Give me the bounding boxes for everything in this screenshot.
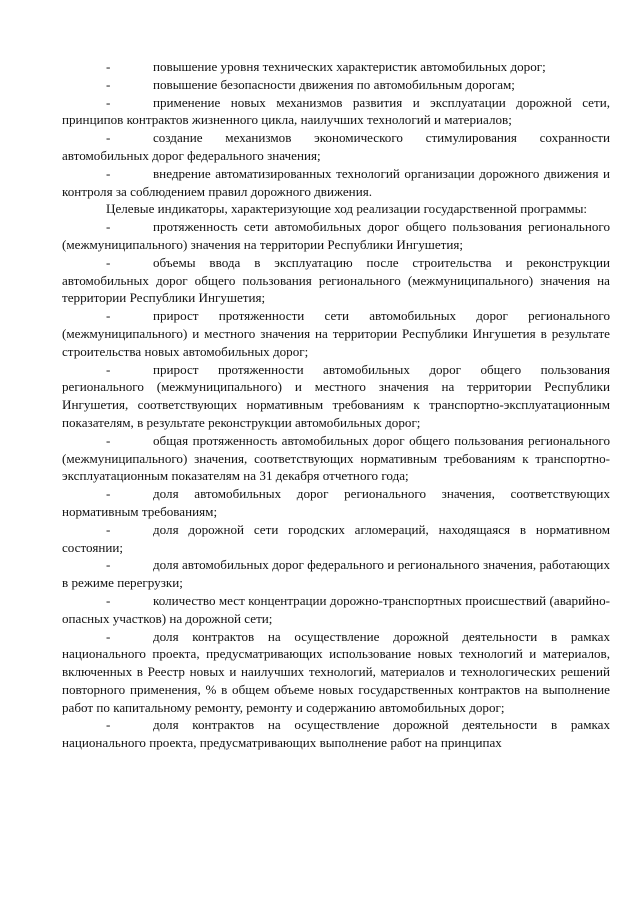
list-item [62, 361, 610, 432]
list-item [62, 716, 610, 752]
list-item-text: повышение уровня технических характеристик автомобильных дорог; [153, 59, 546, 74]
list-item-text: доля контрактов на осуществление дорожной деятельности в рамках национального проекта, предусматривающих использование новых технологий и материалов, включенных в Реестр новых и наилучших технологий, материалов и технологических решений повторного применения, % в общем объеме новых государственных контрактов на выполнение работ по капитальному ремонту, ремонту и содержанию автомобильных дорог; [62, 628, 610, 715]
list-item-text: прирост протяженности автомобильных дорог общего пользования регионального (межмуниципального) и местного значения на территории Республики Ингушетия, соответствующих нормативным требованиям к транспортно-эксплуатационным показателям, в результате реконструкции автомобильных дорог; [62, 361, 610, 430]
list-marker: - [106, 486, 111, 502]
list-item-text: доля автомобильных дорог федерального и регионального значения, работающих в режиме перегрузки; [62, 557, 610, 591]
list-item [62, 58, 610, 76]
list-item [62, 432, 610, 485]
list-item-text: протяженность сети автомобильных дорог общего пользования регионального (межмуниципального) значения на территории Республики Ингушетия; [62, 219, 610, 252]
list-item-text: количество мест концентрации дорожно-транспортных происшествий (аварийно-опасных участков) на дорожной сети; [62, 592, 610, 626]
list-marker: - [106, 59, 111, 74]
list-item-text: применение новых механизмов развития и эксплуатации дорожной сети, принципов контрактов жизненного цикла, наилучших технологий и материалов; [62, 94, 610, 128]
list-marker: - [106, 219, 111, 235]
list-item [62, 485, 610, 521]
list-item-text: внедрение автоматизированных технологий организации дорожного движения и контроля за соблюдением правил дорожного движения. [62, 165, 610, 199]
list-item-text: повышение безопасности движения по автомобильным дорогам; [153, 76, 515, 92]
list-item-text: создание механизмов экономического стимулирования сохранности автомобильных дорог федерального значения; [62, 130, 610, 163]
list-item [62, 94, 610, 130]
list-marker: - [106, 521, 111, 537]
list-marker: - [106, 628, 111, 644]
document-body [62, 58, 610, 752]
list-marker: - [106, 557, 111, 573]
paragraph [62, 200, 610, 218]
list-item [62, 218, 610, 254]
list-marker: - [106, 254, 111, 270]
list-item [62, 129, 610, 165]
list-item-text: общая протяженность автомобильных дорог общего пользования регионального (межмуниципального) значения, соответствующих нормативным требованиям к транспортно-эксплуатационным показателям на 31 декабря отчетного года; [62, 432, 610, 484]
list-marker: - [106, 308, 111, 324]
list-item [62, 628, 610, 717]
list-marker: - [106, 76, 111, 92]
list-item [62, 521, 610, 557]
paragraph-text: Целевые индикаторы, характеризующие ход реализации государственной программы: [106, 201, 588, 217]
list-item-text: доля контрактов на осуществление дорожной деятельности в рамках национального проекта, предусматривающих выполнение работ на принципах [62, 717, 610, 751]
list-marker: - [106, 592, 111, 608]
list-item [62, 76, 610, 94]
list-marker: - [106, 717, 111, 733]
list-item-text: доля дорожной сети городских агломераций, находящаяся в нормативном состоянии; [62, 521, 610, 555]
list-item [62, 307, 610, 360]
list-marker: - [106, 165, 111, 181]
list-item-text: прирост протяженности сети автомобильных дорог регионального (межмуниципального) и местного значения на территории Республики Ингушетия в результате строительства новых автомобильных дорог; [62, 308, 610, 359]
list-item-text: доля автомобильных дорог регионального значения, соответствующих нормативным требованиям; [62, 486, 610, 519]
list-marker: - [106, 130, 111, 146]
list-item [62, 254, 610, 307]
list-marker: - [106, 361, 111, 377]
list-marker: - [106, 432, 111, 448]
list-item-text: объемы ввода в эксплуатацию после строительства и реконструкции автомобильных дорог общего пользования регионального (межмуниципального) значения на территории Республики Ингушетия; [62, 254, 610, 306]
list-item [62, 556, 610, 592]
list-item [62, 165, 610, 201]
list-marker: - [106, 94, 111, 110]
list-item [62, 592, 610, 628]
